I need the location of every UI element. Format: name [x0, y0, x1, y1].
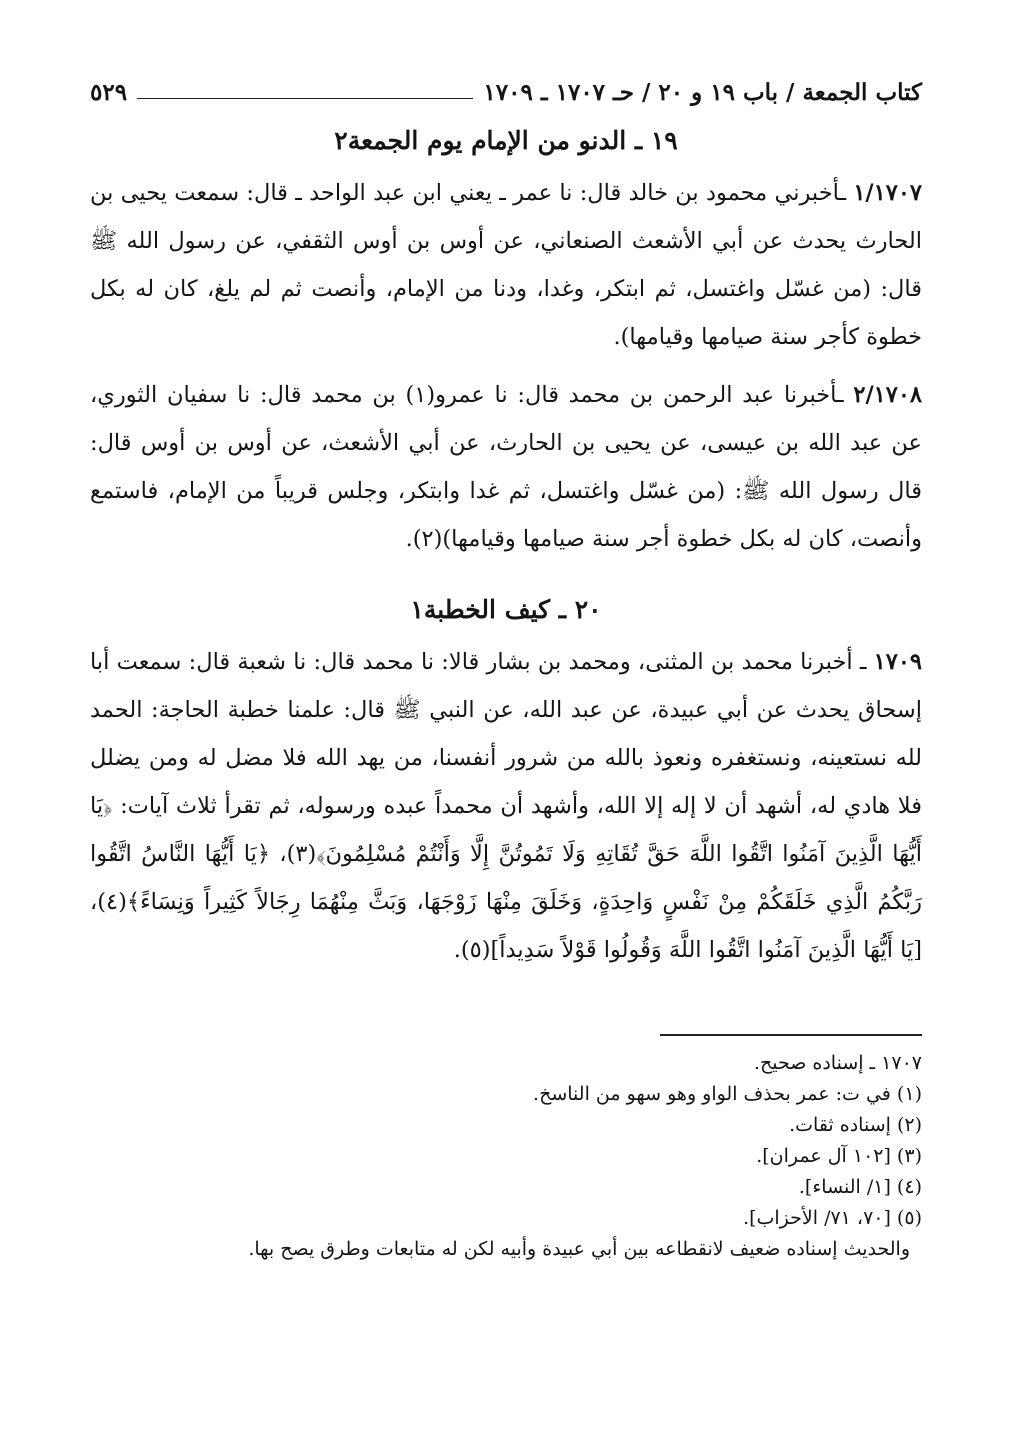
footnote-5: (٥) [٧٠، ٧١/ الأحزاب].: [743, 1207, 922, 1229]
hadith-1709-text: ـ أخبرنا محمد بن المثنى، ومحمد بن بشار قالا: نا محمد قال: نا شعبة قال: سمعت أبا إسحاق يحدث عن أبي عبيدة، عن عبد الله، عن النبي ﷺ قال: علمنا خطبة الحاجة: الحمد لله نستعينه، ونستغفره ونعوذ بالله من شرور أنفسنا، من يهد الله فلا مضل له ومن يضلل فلا هادي له، أشهد أن لا إله إلا الله، وأشهد أن محمداً عبده ورسوله، ثم تقرأ ثلاث آيات: ﴿يَا أَيُّهَا الَّذِينَ آمَنُوا اتَّقُوا اللَّهَ حَقَّ تُقَاتِهِ وَلَا تَمُوتُنَّ إِلَّا وَأَنْتُمْ مُسْلِمُونَ﴾(٣)، ﴿يَا أَيُّهَا النَّاسُ اتَّقُوا رَبَّكُمُ الَّذِي خَلَقَكُمْ مِنْ نَفْسٍ وَاحِدَةٍ، وَخَلَقَ مِنْهَا زَوْجَهَا، وَبَثَّ مِنْهُمَا رِجَالاً كَثِيراً وَنِسَاءً﴾(٤)، [يَا أَيُّهَا الَّذِينَ آمَنُوا اتَّقُوا اللَّهَ وَقُولُوا قَوْلاً سَدِيداً](٥).: [90, 649, 922, 963]
footnote-2: (٢) إسناده ثقات.: [789, 1114, 922, 1136]
section-20-heading: ٢٠ ـ كيف الخطبة١: [410, 595, 602, 624]
page-number: ٥٢٩: [90, 78, 128, 106]
footnote-5-continued: والحديث إسناده ضعيف لانقطاعه بين أبي عبيدة وأبيه لكن له متابعات وطرق يصح بها.: [248, 1238, 910, 1260]
footnote-3: (٣) [١٠٢ آل عمران].: [756, 1145, 922, 1167]
footnotes: [90, 1048, 922, 1265]
hadith-1707: [90, 169, 922, 361]
footnote-1707: ١٧٠٧ ـ إسناده صحيح.: [753, 1052, 922, 1074]
running-head: [90, 72, 922, 112]
hadith-1708: [90, 371, 922, 563]
hadith-1707-text: ـأخبرني محمود بن خالد قال: نا عمر ـ يعني ابن عبد الواحد ـ قال: سمعت يحيى بن الحارث يحدث عن أبي الأشعث الصنعاني، عن أوس بن أوس الثقفي، عن رسول الله ﷺ قال: (من غسّل واغتسل، ثم ابتكر، وغدا، ودنا من الإمام، وأنصت ثم لم يلغ، كان له بكل خطوة كأجر سنة صيامها وقيامها).: [90, 180, 922, 350]
hadith-1708-number: ٢/١٧٠٨: [853, 382, 923, 408]
hadith-1708-text: ـأخبرنا عبد الرحمن بن محمد قال: نا عمرو(١) بن محمد قال: نا سفيان الثوري، عن عبد الله بن عيسى، عن يحيى بن الحارث، عن أبي الأشعث، عن أوس بن أوس قال: قال رسول الله ﷺ: (من غسّل واغتسل، ثم غدا وابتكر، وجلس قريباً من الإمام، فاستمع وأنصت، كان له بكل خطوة أجر سنة صيامها وقيامها)(٢).: [90, 382, 922, 552]
running-head-title: كتاب الجمعة / باب ١٩ و ٢٠ / حـ ١٧٠٧ ـ ١٧٠٩: [483, 78, 922, 106]
section-gap: [90, 563, 922, 581]
footnote-rule: [660, 1034, 922, 1036]
hadith-1709: [90, 638, 922, 974]
footnote-1: (١) في ت: عمر بحذف الواو وهو سهو من الناسخ.: [533, 1083, 922, 1105]
hadith-1707-number: ١/١٧٠٧: [853, 180, 922, 206]
hadith-1709-number: ١٧٠٩: [873, 649, 922, 675]
book-page: [90, 72, 922, 1265]
footnote-4: (٤) [١/ النساء].: [798, 1176, 922, 1198]
section-19-heading: ١٩ ـ الدنو من الإمام يوم الجمعة٢: [334, 126, 678, 155]
running-head-rule: [137, 98, 473, 99]
